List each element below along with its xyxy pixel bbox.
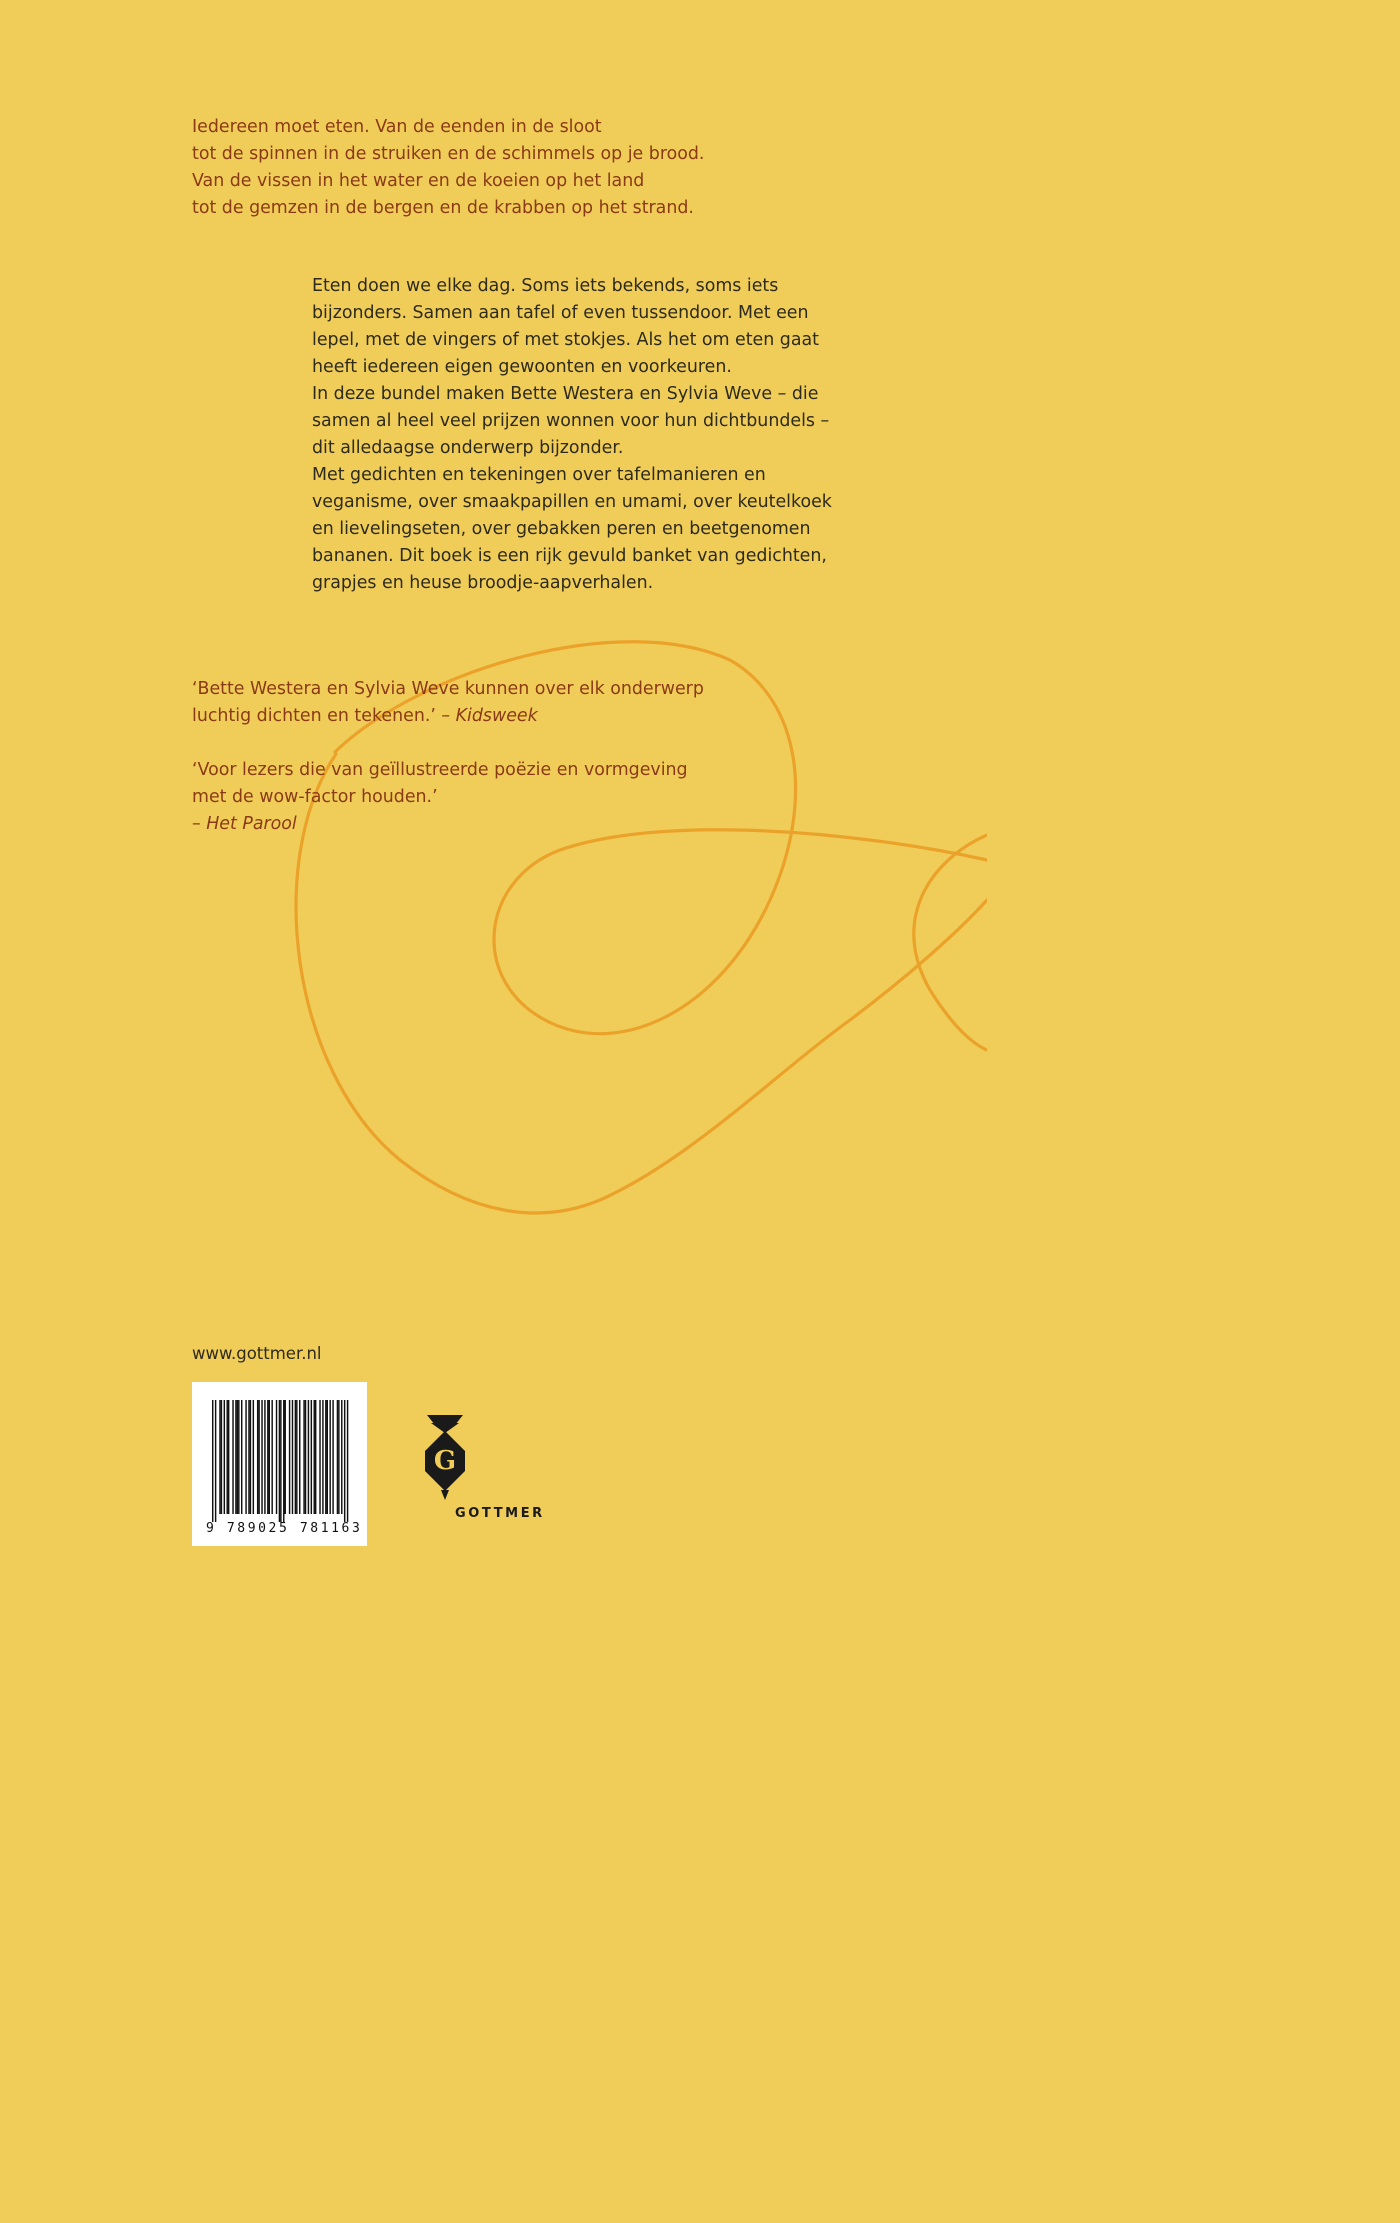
blurb-text	[312, 273, 832, 597]
intro-poem	[192, 114, 704, 222]
blurb-line: Eten doen we elke dag. Soms iets bekends, soms iets	[312, 276, 779, 296]
blurb-line: veganisme, over smaakpapillen en umami, over keutelkoek	[312, 492, 832, 512]
publisher-name: GOTTMER	[455, 1506, 545, 1521]
blurb-line: heeft iedereen eigen gewoonten en voorkeuren.	[312, 357, 732, 377]
barcode-bar	[257, 1400, 258, 1514]
barcode-bar	[341, 1400, 342, 1514]
barcode-bar	[332, 1400, 333, 1514]
blurb-line: samen al heel veel prijzen wonnen voor hun dichtbundels –	[312, 411, 830, 431]
barcode-bar	[267, 1400, 268, 1514]
quote-parool-line: met de wow-factor houden.’	[192, 787, 438, 807]
quote-source-parool: Het Parool	[206, 814, 297, 834]
barcode-bar	[311, 1400, 312, 1514]
barcode-bar	[227, 1400, 228, 1514]
logo-letter: G	[433, 1446, 457, 1476]
barcode-bar	[322, 1400, 323, 1514]
barcode-bar	[248, 1400, 249, 1514]
barcode-bar	[305, 1400, 306, 1514]
barcode-bar	[329, 1400, 330, 1514]
barcode-bar	[250, 1400, 251, 1514]
barcode-bar	[271, 1400, 272, 1514]
blurb-line: en lievelingseten, over gebakken peren en beetgenomen	[312, 519, 811, 539]
barcode-bar	[279, 1400, 280, 1522]
barcode-bar	[212, 1400, 213, 1522]
barcode-bar	[319, 1400, 320, 1514]
barcode-bar	[237, 1400, 238, 1514]
barcode-bar	[215, 1400, 216, 1522]
barcode-bar	[245, 1400, 246, 1514]
barcode-bar	[303, 1400, 304, 1514]
quote-kidsweek-line: ‘Bette Westera en Sylvia Weve kunnen over elk onderwerp	[192, 679, 704, 699]
barcode-bar	[292, 1400, 293, 1514]
barcode-bar	[347, 1400, 348, 1522]
quote-source-kidsweek: Kidsweek	[455, 706, 538, 726]
barcode-bar	[280, 1400, 281, 1522]
blurb-line: grapjes en heuse broodje-aapverhalen.	[312, 573, 654, 593]
barcode-bar	[327, 1400, 328, 1514]
barcode-bar	[264, 1400, 265, 1514]
barcode-bar	[232, 1400, 233, 1514]
blurb-line: bijzonders. Samen aan tafel of even tussendoor. Met een	[312, 303, 809, 323]
blurb-line: lepel, met de vingers of met stokjes. Als het om eten gaat	[312, 330, 819, 350]
barcode-bar	[261, 1400, 262, 1514]
intro-line: Iedereen moet eten. Van de eenden in de sloot	[192, 117, 602, 137]
barcode-bar	[285, 1400, 286, 1514]
barcode-bar	[299, 1400, 300, 1514]
barcode-bar	[258, 1400, 259, 1514]
barcode-bar	[228, 1400, 229, 1514]
barcode-bar	[315, 1400, 316, 1514]
barcode-bar	[337, 1400, 338, 1514]
intro-line: tot de gemzen in de bergen en de krabben op het strand.	[192, 198, 694, 218]
blurb-line: In deze bundel maken Bette Westera en Sylvia Weve – die	[312, 384, 819, 404]
barcode-bar	[344, 1400, 345, 1522]
barcode	[192, 1382, 367, 1546]
blurb-line: bananen. Dit boek is een rijk gevuld banket van gedichten,	[312, 546, 827, 566]
quote-kidsweek-line	[192, 703, 704, 730]
review-quotes	[192, 676, 704, 838]
isbn-number: 9 789025 781163	[206, 1521, 363, 1536]
publisher-website[interactable]: www.gottmer.nl	[192, 1344, 322, 1363]
barcode-bar	[325, 1400, 326, 1514]
quote-kidsweek-text: luchtig dichten en tekenen.’ –	[192, 706, 456, 726]
blurb-line: dit alledaagse onderwerp bijzonder.	[312, 438, 624, 458]
barcode-bar	[276, 1400, 277, 1514]
barcode-bar	[283, 1400, 284, 1522]
barcode-bar	[296, 1400, 297, 1514]
barcode-bar	[241, 1400, 242, 1514]
barcode-bar	[253, 1400, 254, 1514]
quote-parool-line: ‘Voor lezers die van geïllustreerde poëzie en vormgeving	[192, 760, 688, 780]
quote-parool-source-line	[192, 811, 704, 838]
barcode-bar	[308, 1400, 309, 1514]
barcode-bar	[289, 1400, 290, 1514]
barcode-bar	[219, 1400, 220, 1514]
barcode-bar	[314, 1400, 315, 1514]
barcode-bar	[269, 1400, 270, 1514]
quote-dash: –	[192, 814, 207, 834]
blurb-line: Met gedichten en tekeningen over tafelmanieren en	[312, 465, 766, 485]
intro-line: Van de vissen in het water en de koeien op het land	[192, 171, 645, 191]
barcode-bar	[235, 1400, 236, 1514]
barcode-bar	[221, 1400, 222, 1514]
intro-line: tot de spinnen in de struiken en de schimmels op je brood.	[192, 144, 705, 164]
barcode-bar	[338, 1400, 339, 1514]
barcode-bar	[238, 1400, 239, 1514]
barcode-bar	[224, 1400, 225, 1514]
barcode-bar	[295, 1400, 296, 1514]
